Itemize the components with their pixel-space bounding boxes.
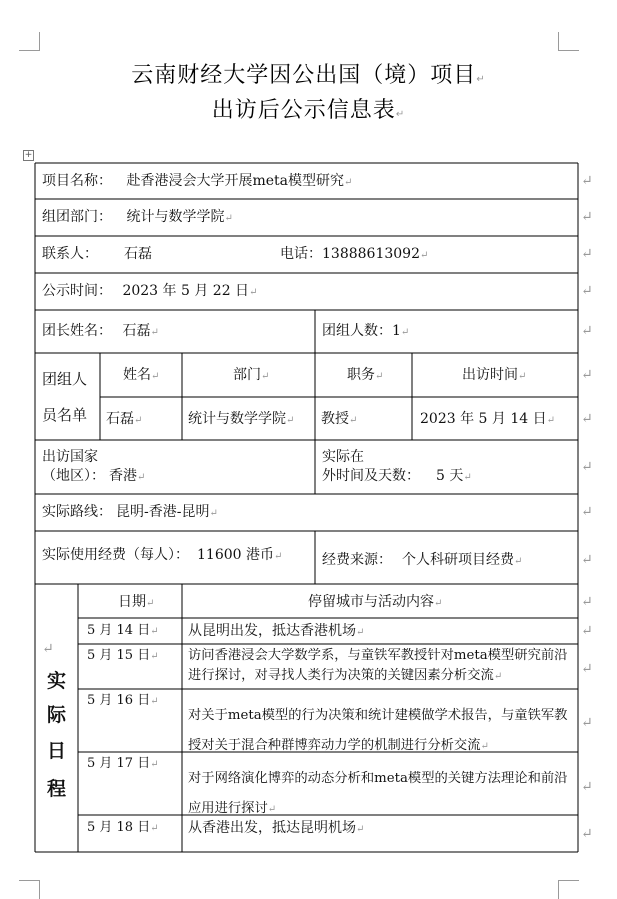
project-name-label: 项目名称： — [42, 173, 112, 189]
member-list-label-line2: 员名单 — [42, 406, 88, 424]
row-end-mark-7: ↵ — [581, 411, 593, 427]
row-end-mark-8: ↵ — [581, 459, 593, 475]
phone-value: 13888613092 — [322, 246, 420, 262]
row-end-mark-1: ↵ — [581, 173, 593, 189]
row-end-mark-9: ↵ — [581, 504, 593, 520]
member-visit-time-cell: 2023 年 5 月 14 日↵ — [420, 411, 555, 427]
schedule-header-date: 日期↵ — [118, 594, 155, 610]
notice-time-label: 公示时间： — [42, 283, 112, 299]
leader-row: 团长姓名： 石磊↵ — [42, 323, 159, 339]
row-end-mark-12: ↵ — [581, 623, 593, 639]
member-dept-cell: 统计与数学学院↵ — [188, 411, 295, 427]
route-value: 昆明-香港-昆明 — [116, 504, 210, 520]
days-abroad-label-line1: 实际在 — [322, 449, 364, 465]
member-list-label-line1: 团组人 — [42, 370, 88, 388]
funding-source-row: 经费来源： 个人科研项目经费↵ — [322, 552, 523, 568]
member-count-row: 团组人数：1↵ — [322, 323, 410, 339]
member-header-visit-time: 出访时间↵ — [462, 367, 527, 383]
row-end-mark-16: ↵ — [581, 826, 593, 842]
document-title-line2: 出访后公示信息表↵ — [211, 98, 406, 123]
member-name-cell: 石磊↵ — [106, 411, 143, 427]
schedule-empty-mark: ↵ — [42, 641, 54, 657]
phone-label: 电话： — [280, 246, 322, 262]
schedule-label-char-4: 程 — [47, 778, 67, 800]
row-end-mark-2: ↵ — [581, 209, 593, 225]
schedule-content-3: 对关于meta模型的行为决策和统计建模做学术报告，与童铁军教授对关于混合种群博弈动力学的机制进行分析交流↵ — [188, 708, 568, 753]
document-title-line1: 云南财经大学因公出国（境）项目↵ — [131, 63, 486, 88]
contact-label: 联系人： — [42, 246, 98, 262]
country-label-line2: （地区）： — [42, 468, 105, 484]
row-end-mark-15: ↵ — [581, 779, 593, 795]
schedule-content-5: 从香港出发，抵达昆明机场↵ — [188, 820, 365, 836]
project-name-value: 赴香港浸会大学开展meta模型研究 — [126, 173, 344, 189]
row-end-mark-11: ↵ — [581, 594, 593, 610]
schedule-date-1: 5 月 14 日↵ — [87, 623, 159, 638]
schedule-content-1: 从昆明出发，抵达香港机场↵ — [188, 623, 365, 639]
member-position-cell: 教授↵ — [321, 411, 358, 427]
org-dept-row: 组团部门： 统计与数学学院↵ — [42, 209, 233, 225]
row-end-mark-4: ↵ — [581, 283, 593, 299]
crop-mark-top-left — [19, 32, 40, 51]
schedule-date-2: 5 月 15 日↵ — [87, 648, 159, 663]
schedule-header-content: 停留城市与活动内容↵ — [308, 594, 443, 610]
country-label-line1: 出访国家 — [42, 449, 98, 465]
row-end-mark-13: ↵ — [581, 661, 593, 677]
schedule-date-3: 5 月 16 日↵ — [87, 693, 159, 708]
member-header-dept: 部门↵ — [233, 367, 270, 383]
funding-source-label: 经费来源： — [322, 552, 392, 568]
crop-mark-top-right — [558, 32, 579, 51]
funding-label: 实际使用经费（每人）： — [42, 547, 189, 563]
crop-mark-bottom-left — [19, 880, 40, 899]
member-count-label: 团组人数： — [322, 323, 392, 339]
member-count-value: 1 — [392, 323, 401, 339]
org-dept-label: 组团部门： — [42, 209, 112, 225]
schedule-date-5: 5 月 18 日↵ — [87, 820, 159, 835]
schedule-content-4: 对于网络演化博弈的动态分析和meta模型的关键方法理论和前沿应用进行探讨↵ — [188, 771, 568, 816]
notice-time-row: 公示时间： 2023 年 5 月 22 日↵ — [42, 283, 258, 299]
leader-label: 团长姓名： — [42, 323, 112, 339]
days-abroad-row: 外时间及天数： 5 天↵ — [322, 468, 472, 484]
member-header-position: 职务↵ — [347, 367, 384, 383]
project-name-row: 项目名称： 赴香港浸会大学开展meta模型研究↵ — [42, 173, 353, 189]
row-end-mark-14: ↵ — [581, 715, 593, 731]
funding-source-value: 个人科研项目经费 — [402, 552, 514, 568]
days-abroad-value: 5 天 — [436, 468, 464, 484]
table-move-handle-icon[interactable]: + — [24, 150, 33, 160]
schedule-content-2: 访问香港浸会大学数学系，与童铁军教授针对meta模型研究前沿进行探讨，对寻找人类行为决策的关键因素分析交流↵ — [188, 648, 568, 683]
leader-value: 石磊 — [122, 323, 151, 339]
crop-mark-bottom-right — [558, 880, 579, 899]
route-row: 实际路线： 昆明-香港-昆明↵ — [42, 504, 218, 520]
row-end-mark-10: ↵ — [581, 552, 593, 568]
row-end-mark-6: ↵ — [581, 367, 593, 383]
route-label: 实际路线： — [42, 504, 112, 520]
schedule-label-char-1: 实 — [47, 670, 67, 692]
contact-value: 石磊 — [124, 246, 152, 262]
row-end-mark-5: ↵ — [581, 323, 593, 339]
funding-amount: 11600 港币 — [197, 547, 274, 563]
row-end-mark-3: ↵ — [581, 246, 593, 262]
member-header-name: 姓名↵ — [123, 367, 160, 383]
notice-time-value: 2023 年 5 月 22 日 — [122, 283, 250, 299]
country-value: 香港 — [109, 468, 137, 484]
funding-row: 实际使用经费（每人）： 11600 港币↵ — [42, 547, 283, 563]
phone-row: 电话：13888613092↵ — [280, 246, 429, 262]
days-abroad-label-line2: 外时间及天数： — [322, 468, 420, 484]
schedule-date-4: 5 月 17 日↵ — [87, 756, 159, 771]
org-dept-value: 统计与数学学院 — [126, 209, 225, 225]
country-row: （地区）： 香港↵ — [42, 468, 146, 484]
schedule-label-char-3: 日 — [47, 740, 67, 762]
schedule-label-char-2: 际 — [47, 704, 67, 726]
